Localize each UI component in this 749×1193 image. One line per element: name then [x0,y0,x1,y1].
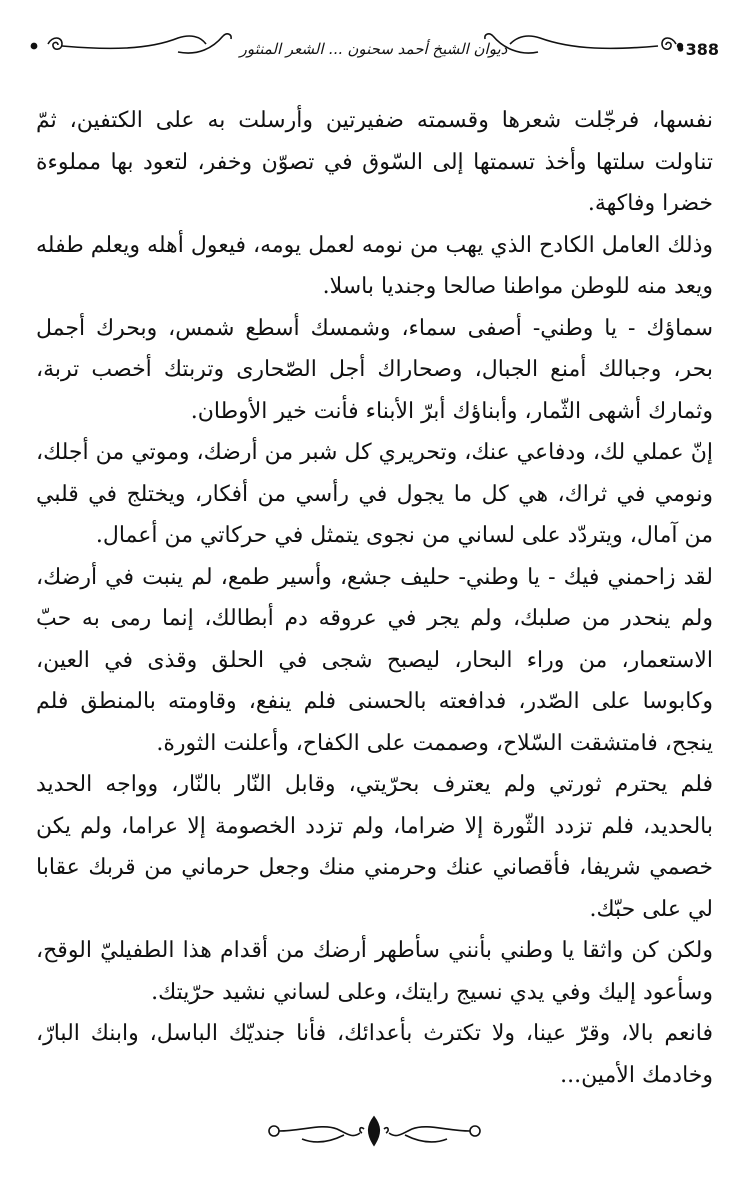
paragraph: لقد زاحمني فيك - يا وطني- حليف جشع، وأسير طمع، لم ينبت في أرضك، ولم ينحدر من صلبك، ولم يجر في عروقه دم أبطالك، إنما رمى به حبّ الاستعمار، من وراء البحار، ليصبح شجى في الحلق وقذى في العين، وكابوسا على الصّدر، فدافعته بالحسنى فلم ينفع، وقاومته بالمنطق فلم ينجح، فامتشقت السّلاح، وصممت على الكفاح، وأعلنت الثورة. [36,564,714,756]
running-title: ديوان الشيخ أحمد سحنون ... الشعر المنثور [239,40,508,58]
paragraph: فلم يحترم ثورتي ولم يعترف بحرّيتي، وقابل النّار بالنّار، وواجه الحديد بالحديد، فلم تزدد الثّورة إلا ضراما، ولم تزدد الخصومة إلا عراما، ولم يكن خصمي شريفا، فأقصاني عنك وحرمني منك وجعل حرماني من قربك عقابا لي على حبّك. [36,772,713,922]
page-body [36,100,713,1096]
page-number: •388 [675,40,719,59]
page-header [28,26,719,70]
footer-ornament-icon [262,1111,487,1151]
paragraph: إنّ عملي لك، ودفاعي عنك، وتحريري كل شبر من أرضك، وموتي من أجلك، ونومي في ثراك، هي كل ما يجول في رأسي من أفكار، ويختلج في قلبي من آمال، ويتردّد على لساني من نجوى يتمثل في حركاتي من أعمال. [36,440,713,548]
paragraph: فانعم بالا، وقرّ عينا، ولا تكترث بأعدائك، فأنا جنديّك الباسل، وابنك البارّ، وخادمك الأمين... [36,1021,713,1088]
paragraph: ولكن كن واثقا يا وطني بأنني سأطهر أرضك من أقدام هذا الطفيليّ الوقح، وسأعود إليك وفي يدي نسيج رايتك، وعلى لساني نشيد حرّيتك. [36,938,713,1005]
paragraph: وذلك العامل الكادح الذي يهب من نومه لعمل يومه، فيعول أهله ويعلم طفله ويعد منه للوطن مواطنا صالحا وجنديا باسلا. [36,232,713,299]
paragraph: سماؤك - يا وطني- أصفى سماء، وشمسك أسطع شمس، وبحرك أجمل بحر، وجبالك أمنع الجبال، وصحاراك أجل الصّحارى وتربتك أخصب تربة، وثمارك أشهى الثّمار، وأبناؤك أبرّ الأبناء فأنت خير الأوطان. [36,315,714,424]
paragraph: نفسها، فرجّلت شعرها وقسمته ضفيرتين وأرسلت به على الكتفين، ثمّ تناولت سلتها وأخذ تسمتها إلى السّوق في تصوّن وخفر، لتعود بها مملوءة خضرا وفاكهة. [36,108,713,216]
